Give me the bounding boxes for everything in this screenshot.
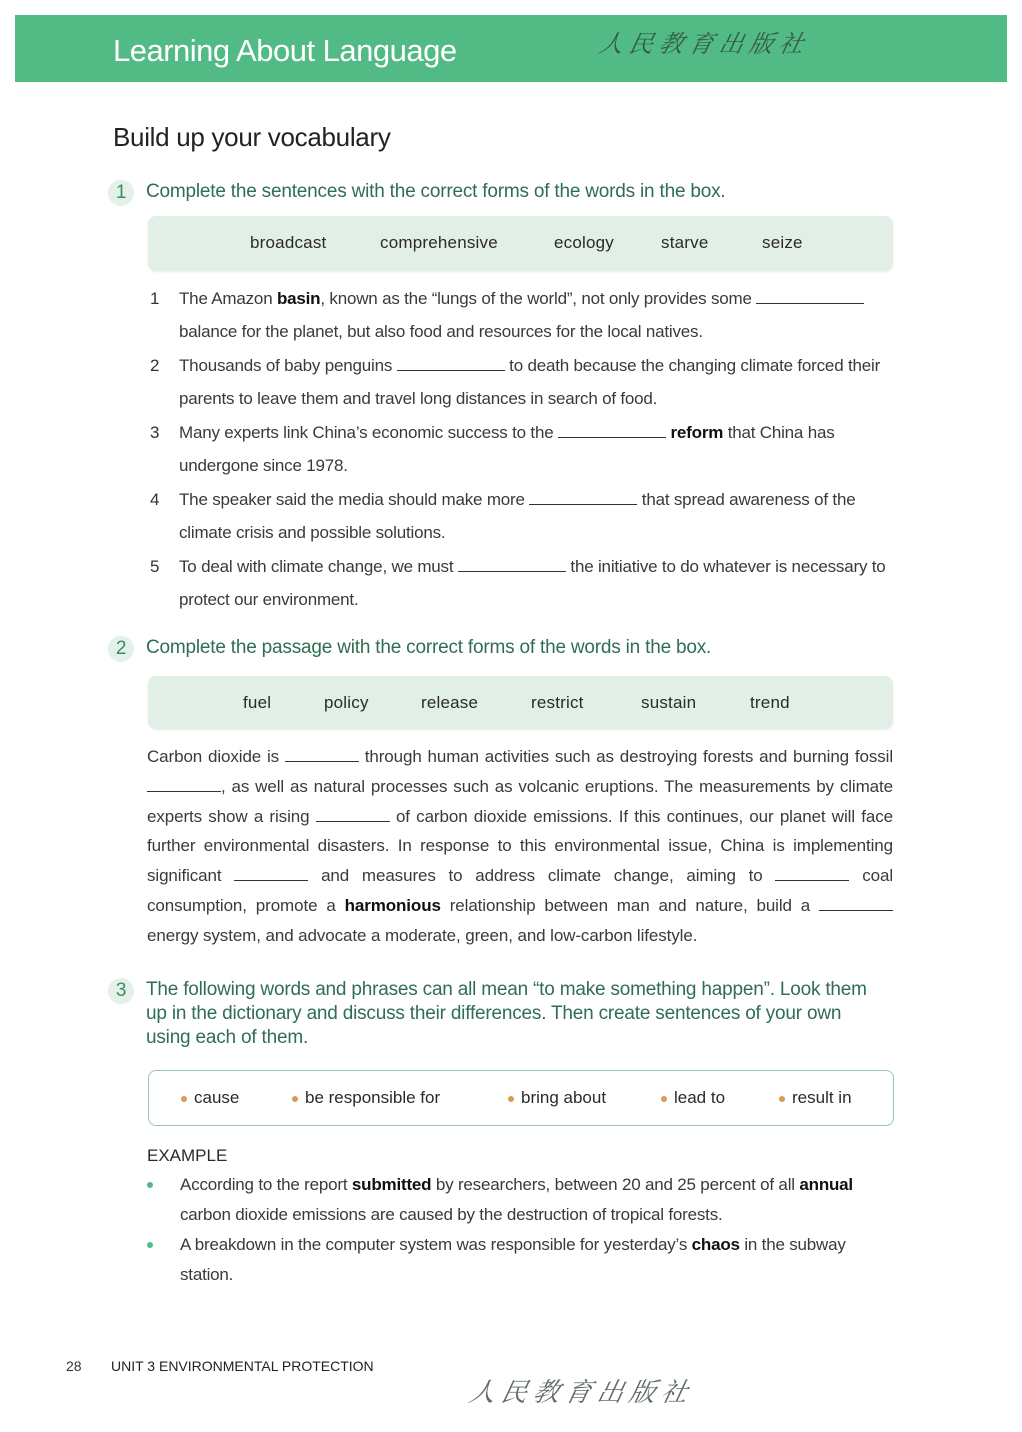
text-segment: Many experts link China’s economic success to the — [179, 423, 558, 442]
word-box-word: fuel — [243, 693, 272, 712]
text-segment: The speaker said the media should make more — [179, 490, 530, 509]
sentence-number: 2 — [150, 356, 160, 375]
answer-blank[interactable] — [316, 807, 390, 822]
unit-title: UNIT 3 ENVIRONMENTAL PROTECTION — [111, 1358, 374, 1374]
exercise-2-passage — [147, 742, 893, 951]
bold-word: chaos — [691, 1235, 740, 1254]
sentence-number: 4 — [150, 490, 160, 509]
answer-blank[interactable] — [775, 866, 849, 881]
answer-blank[interactable] — [558, 423, 666, 438]
text-segment: of carbon dioxide emissions. If this continues, our planet will face further environmental disasters. In response to this environmental issue, China is implementing significant — [147, 806, 893, 886]
word-box-1 — [148, 216, 893, 271]
answer-blank[interactable] — [234, 866, 308, 881]
bullet-dot-icon — [508, 1096, 514, 1102]
answer-blank[interactable] — [285, 747, 359, 762]
exercise-1-instruction — [108, 180, 886, 206]
word-box-word: restrict — [531, 693, 584, 712]
bold-word: harmonious — [344, 895, 441, 915]
text-segment: Carbon dioxide is — [147, 747, 285, 766]
bullet-dot-icon — [292, 1096, 298, 1102]
phrase-item — [181, 1088, 239, 1108]
text-segment: The Amazon — [179, 289, 277, 308]
text-segment: that China has undergone since 1978. — [179, 423, 835, 475]
bullet-dot-icon — [779, 1096, 785, 1102]
instruction-text: The following words and phrases can all mean “to make something happen”. Look them up in the dictionary and discuss their differences. Then create sentences of your own using each of them. — [146, 979, 867, 1048]
example-label: EXAMPLE — [147, 1146, 228, 1165]
text-segment: by researchers, between 20 and 25 percent of all — [431, 1175, 800, 1194]
word-box-word: trend — [750, 693, 790, 712]
answer-blank[interactable] — [147, 777, 221, 792]
word-box-word: ecology — [554, 233, 614, 252]
bullet-dot-icon — [661, 1096, 667, 1102]
word-box-word: release — [421, 693, 479, 712]
text-segment: , known as the “lungs of the world”, not only provides some — [320, 289, 757, 308]
publisher-watermark: 人民教育出版社 — [596, 30, 813, 58]
text-segment: To deal with climate change, we must — [179, 557, 458, 576]
exercise-number: 2 — [108, 636, 134, 662]
bullet-dot-icon — [147, 1182, 153, 1188]
exercise-1-sentences — [150, 282, 900, 617]
text-segment: According to the report — [180, 1175, 352, 1194]
phrase-item — [292, 1088, 440, 1108]
text-segment: Thousands of baby penguins — [179, 356, 397, 375]
text-segment: energy system, and advocate a moderate, green, and low-carbon lifestyle. — [147, 925, 698, 945]
text-segment: coal consumption, promote a — [147, 866, 893, 915]
page-header-title: Learning About Language — [113, 33, 457, 68]
instruction-text: Complete the sentences with the correct forms of the words in the box. — [146, 181, 726, 202]
bullet-dot-icon — [181, 1096, 187, 1102]
word-box-word: broadcast — [250, 233, 327, 252]
text-segment: that spread awareness of the climate crisis and possible solutions. — [179, 490, 856, 542]
section-title: Build up your vocabulary — [113, 122, 391, 152]
example-list — [147, 1170, 895, 1290]
text-segment: the initiative to do whatever is necessary to protect our environment. — [179, 557, 886, 609]
answer-blank[interactable] — [458, 557, 566, 572]
bullet-dot-icon — [147, 1242, 153, 1248]
sentence-item — [150, 282, 900, 348]
sentence-item — [150, 349, 900, 415]
publisher-watermark: 人民教育出版社 — [466, 1378, 697, 1408]
word-box-word: sustain — [641, 693, 697, 712]
exercise-number: 3 — [108, 978, 134, 1004]
answer-blank[interactable] — [819, 896, 893, 911]
sentence-item — [150, 483, 900, 549]
phrase-text: bring about — [521, 1088, 607, 1107]
bold-word: submitted — [351, 1175, 432, 1194]
page-header-banner — [15, 15, 1007, 82]
text-segment: to death because the changing climate forced their parents to leave them and travel long distances in search of food. — [179, 356, 881, 408]
word-box-word: policy — [324, 693, 369, 712]
exercise-2-instruction — [108, 636, 886, 662]
text-segment: carbon dioxide emissions are caused by the destruction of tropical forests. — [180, 1205, 723, 1224]
sentence-item — [150, 416, 900, 482]
instruction-text: Complete the passage with the correct forms of the words in the box. — [146, 637, 712, 658]
answer-blank[interactable] — [529, 490, 637, 505]
text-segment: A breakdown in the computer system was responsible for yesterday’s — [180, 1235, 692, 1254]
phrase-text: cause — [194, 1088, 240, 1107]
text-segment: in the subway station. — [180, 1235, 846, 1284]
word-box-word: seize — [762, 233, 803, 252]
word-box-2 — [148, 676, 893, 729]
text-segment: through human activities such as destroying forests and burning fossil — [358, 747, 893, 766]
word-box-word: comprehensive — [380, 233, 498, 252]
sentence-number: 3 — [150, 423, 160, 442]
sentence-number: 1 — [150, 289, 160, 308]
example-sentence — [147, 1170, 895, 1230]
phrase-text: lead to — [674, 1088, 726, 1107]
text-segment: , as well as natural processes such as volcanic eruptions. The measurements by climate experts show a rising — [147, 776, 893, 826]
phrase-text: result in — [792, 1088, 852, 1107]
bold-word: basin — [276, 289, 321, 308]
phrase-item — [779, 1088, 852, 1108]
phrase-item — [508, 1088, 606, 1108]
page-number: 28 — [66, 1358, 82, 1374]
word-box-word: starve — [661, 233, 709, 252]
bold-word: annual — [799, 1175, 853, 1194]
text-segment: and measures to address climate change, aiming to — [308, 866, 776, 886]
sentence-item — [150, 550, 900, 616]
answer-blank[interactable] — [397, 356, 505, 371]
exercise-3-instruction — [108, 978, 886, 1050]
phrase-box — [148, 1070, 894, 1126]
text-segment: balance for the planet, but also food and resources for the local natives. — [179, 322, 703, 341]
phrase-text: be responsible for — [305, 1088, 441, 1107]
answer-blank[interactable] — [756, 289, 864, 304]
example-sentence — [147, 1230, 895, 1290]
phrase-item — [661, 1088, 725, 1108]
sentence-number: 5 — [150, 557, 160, 576]
text-segment: relationship between man and nature, build a — [440, 895, 819, 915]
bold-word: reform — [670, 423, 724, 442]
exercise-number: 1 — [108, 180, 134, 206]
